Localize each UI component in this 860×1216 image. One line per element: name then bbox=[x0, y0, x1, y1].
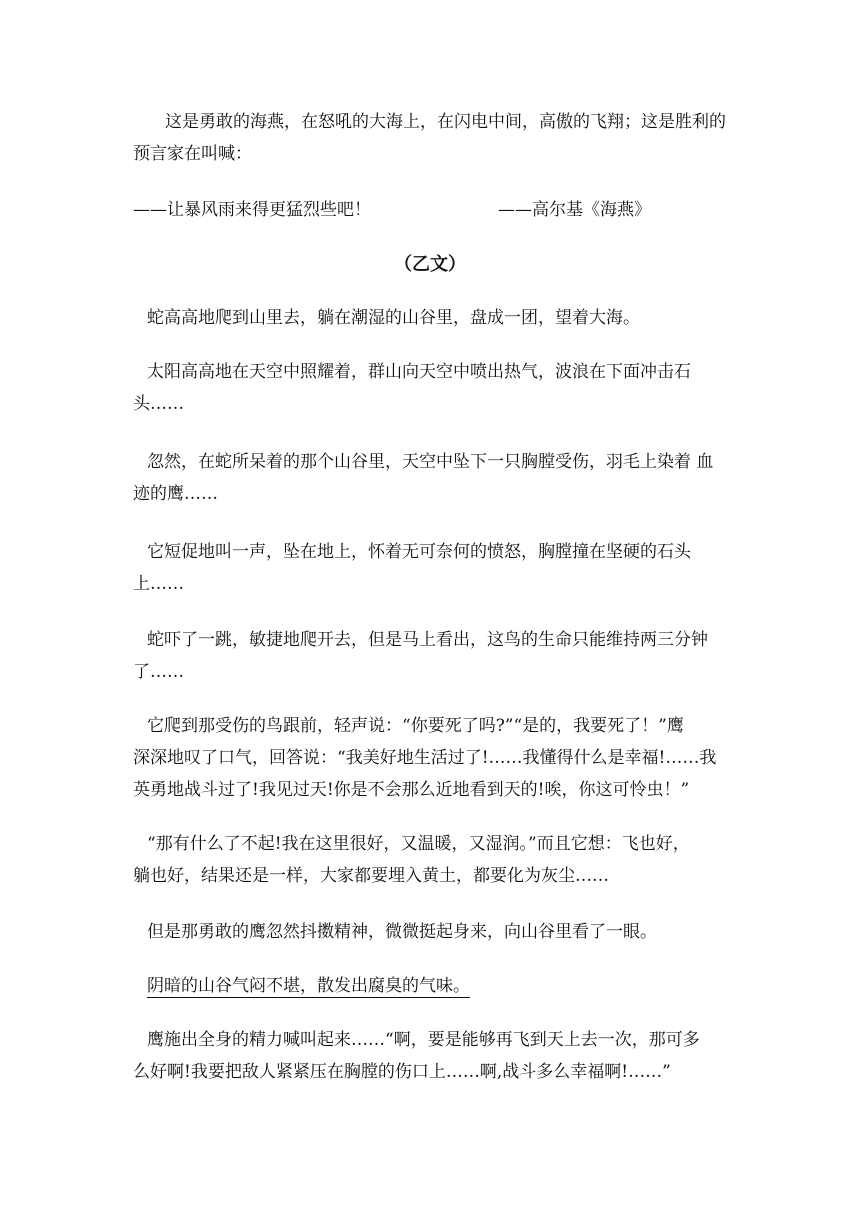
text-line-wrapper bbox=[133, 970, 733, 1002]
text-line: 太阳高高地在天空中照耀着，群山向天空中喷出热气，波浪在下面冲击石 bbox=[147, 362, 691, 382]
yi-paragraph-5 bbox=[133, 624, 733, 688]
text-line: 了…… bbox=[133, 662, 184, 682]
text-line: 蛇高高地爬到山里去，躺在潮湿的山谷里，盘成一团，望着大海。 bbox=[147, 308, 640, 328]
text-line: 蛇吓了一跳，敏捷地爬开去，但是马上看出，这鸟的生命只能维持两三分钟 bbox=[147, 630, 708, 650]
jia-paragraph bbox=[133, 106, 733, 170]
text-line: 这是勇敢的海燕，在怒吼的大海上，在闪电中间，高傲的飞翔；这是胜利的 bbox=[165, 112, 726, 132]
quote-source: ——高尔基《海燕》 bbox=[498, 200, 651, 220]
yi-paragraph-3 bbox=[133, 446, 733, 510]
text-line: 它短促地叫一声，坠在地上，怀着无可奈何的愤怒，胸膛撞在坚硬的石头 bbox=[147, 542, 691, 562]
text-line: 它爬到那受伤的鸟跟前，轻声说：“你要死了吗?”“是的，我要死了！”鹰 bbox=[147, 716, 684, 736]
yi-paragraph-1 bbox=[133, 302, 733, 334]
underlined-sentence: 阴暗的山谷气闷不堪，散发出腐臭的气味。 bbox=[147, 976, 470, 996]
yi-paragraph-7 bbox=[133, 828, 733, 892]
text-line: 但是那勇敢的鹰忽然抖擞精神，微微挺起身来，向山谷里看了一眼。 bbox=[147, 922, 657, 942]
text-line: 深深地叹了口气，回答说：“我美好地生活过了!……我懂得什么是幸福!……我 bbox=[133, 748, 717, 768]
text-line: 鹰施出全身的精力喊叫起来……“啊，要是能够再飞到天上去一次，那可多 bbox=[147, 1030, 700, 1050]
text-line: 英勇地战斗过了!我见过天!你是不会那么近地看到天的!唉，你这可怜虫！” bbox=[133, 780, 690, 800]
quote-text: ——让暴风雨来得更猛烈些吧！ bbox=[133, 200, 371, 220]
text-line: 迹的鹰…… bbox=[133, 484, 218, 504]
text-line: “那有什么了不起!我在这里很好，又温暖，又湿润。”而且它想：飞也好， bbox=[147, 834, 690, 854]
yi-heading: （乙文） bbox=[394, 254, 466, 275]
yi-paragraph-4 bbox=[133, 536, 733, 600]
yi-paragraph-8 bbox=[133, 916, 733, 948]
text-line: 预言家在叫喊： bbox=[133, 144, 252, 164]
yi-paragraph-9 bbox=[133, 970, 733, 1002]
text-line: 么好啊!我要把敌人紧紧压在胸膛的伤口上……啊,战斗多么幸福啊!……” bbox=[133, 1062, 671, 1082]
yi-paragraph-6 bbox=[133, 710, 733, 806]
text-line: 躺也好，结果还是一样，大家都要埋入黄土，都要化为灰尘…… bbox=[133, 866, 609, 886]
text-line: 上…… bbox=[133, 574, 184, 594]
text-line: 忽然，在蛇所呆着的那个山谷里，天空中坠下一只胸膛受伤，羽毛上染着 血 bbox=[147, 452, 714, 472]
yi-paragraph-2 bbox=[133, 356, 733, 420]
text-line: 头…… bbox=[133, 394, 184, 414]
yi-paragraph-10 bbox=[133, 1024, 733, 1088]
